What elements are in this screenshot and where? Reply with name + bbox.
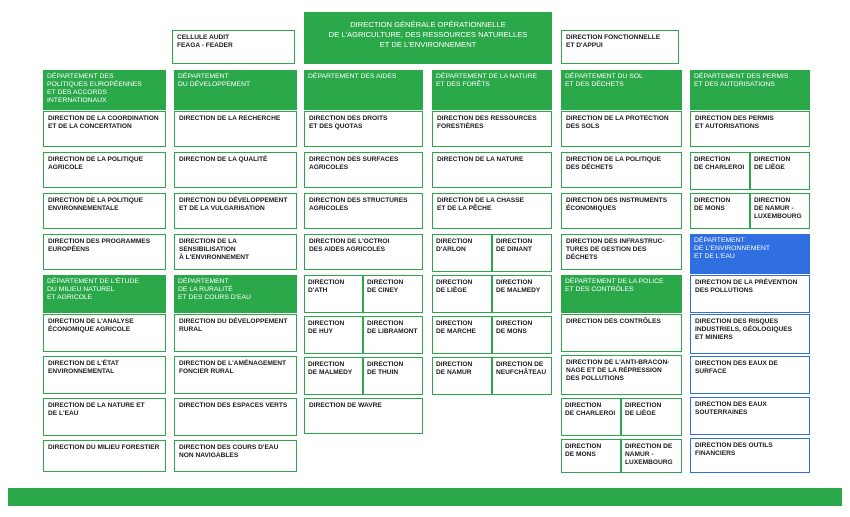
dir-developpement-vulgarisation: DIRECTION DU DÉVELOPPEMENT ET DE LA VULGARISATION bbox=[174, 193, 297, 229]
dept-nature-forets: DÉPARTEMENT DE LA NATURE ET DES FORÊTS bbox=[432, 70, 552, 110]
dir-chasse-peche: DIRECTION DE LA CHASSE ET DE LA PÊCHE bbox=[432, 193, 552, 229]
dir-risques-industriels: DIRECTION DES RISQUES INDUSTRIELS, GÉOLOGIQUES ET MINIERS bbox=[690, 314, 810, 354]
dir-malmedy-aides: DIRECTION DE MALMEDY bbox=[304, 357, 363, 395]
dir-structures-agricoles: DIRECTION DES STRUCTURES AGRICOLES bbox=[304, 193, 423, 229]
dir-surfaces-agricoles: DIRECTION DES SURFACES AGRICOLES bbox=[304, 152, 423, 188]
dept-aides: DÉPARTEMENT DES AIDES bbox=[304, 70, 423, 110]
dir-eaux-surface: DIRECTION DES EAUX DE SURFACE bbox=[690, 356, 810, 394]
dir-permis-autorisations: DIRECTION DES PERMIS ET AUTORISATIONS bbox=[690, 111, 810, 147]
dept-permis-autorisations: DÉPARTEMENT DES PERMIS ET DES AUTORISATIONS bbox=[690, 70, 810, 110]
dept-sol-dechets: DÉPARTEMENT DU SOL ET DES DÉCHETS bbox=[561, 70, 682, 110]
dir-nature-eau: DIRECTION DE LA NATURE ET DE L'EAU bbox=[43, 398, 166, 436]
dir-politique-dechets: DIRECTION DE LA POLITIQUE DES DÉCHETS bbox=[561, 152, 682, 188]
dir-politique-environnementale: DIRECTION DE LA POLITIQUE ENVIRONNEMENTALE bbox=[43, 193, 166, 229]
direction-fonctionnelle-box: DIRECTION FONCTIONNELLE ET D'APPUI bbox=[561, 30, 679, 64]
dir-liege-permis: DIRECTION DE LIÈGE bbox=[750, 152, 810, 190]
dir-programmes-europeens: DIRECTION DES PROGRAMMES EUROPÉENS bbox=[43, 234, 166, 270]
dir-neufchateau: DIRECTION DE NEUFCHÂTEAU bbox=[492, 357, 552, 395]
dir-nature: DIRECTION DE LA NATURE bbox=[432, 152, 552, 188]
dir-anti-braconnage: DIRECTION DE L'ANTI-BRACON- NAGE ET DE LA RÉPRESSION DES POLLUTIONS bbox=[561, 355, 682, 395]
dir-huy: DIRECTION DE HUY bbox=[304, 316, 363, 354]
dept-etude-milieu: DÉPARTEMENT DE L'ÉTUDE DU MILIEU NATUREL ET AGRICOLE bbox=[43, 275, 166, 313]
dir-mons-nature: DIRECTION DE MONS bbox=[492, 316, 552, 354]
dir-politique-agricole: DIRECTION DE LA POLITIQUE AGRICOLE bbox=[43, 152, 166, 188]
dir-ciney: DIRECTION DE CINEY bbox=[363, 275, 423, 313]
dir-namur-luxembourg-permis: DIRECTION DE NAMUR - LUXEMBOURG bbox=[750, 193, 810, 229]
dir-milieu-forestier: DIRECTION DU MILIEU FORESTIER bbox=[43, 440, 166, 472]
dir-infrastructures-dechets: DIRECTION DES INFRASTRUC- TURES DE GESTION DES DÉCHETS bbox=[561, 234, 682, 270]
dir-dinant: DIRECTION DE DINANT bbox=[492, 234, 552, 272]
dir-etat-environnemental: DIRECTION DE L'ÉTAT ENVIRONNEMENTAL bbox=[43, 356, 166, 394]
dir-namur-nature: DIRECTION DE NAMUR bbox=[432, 357, 492, 395]
cellule-audit-box: CELLULE AUDIT FEAGA - FEADER bbox=[172, 30, 295, 64]
dir-wavre: DIRECTION DE WAVRE bbox=[304, 398, 423, 434]
dir-charleroi-permis: DIRECTION DE CHARLEROI bbox=[690, 152, 750, 190]
dir-charleroi-police: DIRECTION DE CHARLEROI bbox=[561, 398, 621, 436]
dir-amenagement-foncier: DIRECTION DE L'AMÉNAGEMENT FONCIER RURAL bbox=[174, 356, 297, 394]
dir-instruments-economiques: DIRECTION DES INSTRUMENTS ÉCONOMIQUES bbox=[561, 193, 682, 229]
dir-ressources-forestieres: DIRECTION DES RESSOURCES FORESTIÈRES bbox=[432, 111, 552, 147]
dir-mons-permis: DIRECTION DE MONS bbox=[690, 193, 750, 229]
footer-band bbox=[8, 488, 842, 506]
dir-recherche: DIRECTION DE LA RECHERCHE bbox=[174, 111, 297, 147]
dir-namur-luxembourg-police: DIRECTION DE NAMUR - LUXEMBOURG bbox=[621, 439, 682, 473]
dept-police-controles: DÉPARTEMENT DE LA POLICE ET DES CONTRÔLES bbox=[561, 275, 682, 313]
dir-eaux-souterraines: DIRECTION DES EAUX SOUTERRAINES bbox=[690, 397, 810, 435]
dir-liege-police: DIRECTION DE LIÈGE bbox=[621, 398, 682, 436]
dir-qualite: DIRECTION DE LA QUALITÉ bbox=[174, 152, 297, 188]
dir-developpement-rural: DIRECTION DU DÉVELOPPEMENT RURAL bbox=[174, 314, 297, 352]
dir-ath: DIRECTION D'ATH bbox=[304, 275, 363, 313]
dir-controles: DIRECTION DES CONTRÔLES bbox=[561, 314, 682, 352]
dir-droits-quotas: DIRECTION DES DROITS ET DES QUOTAS bbox=[304, 111, 423, 147]
dir-mons-police: DIRECTION DE MONS bbox=[561, 439, 621, 473]
dir-malmedy-nature: DIRECTION DE MALMEDY bbox=[492, 275, 552, 313]
dir-marche: DIRECTION DE MARCHE bbox=[432, 316, 492, 354]
dir-sensibilisation: DIRECTION DE LA SENSIBILISATION À L'ENVIRONNEMENT bbox=[174, 234, 297, 270]
dir-cours-eau: DIRECTION DES COURS D'EAU NON NAVIGABLES bbox=[174, 440, 297, 472]
dir-thuin: DIRECTION DE THUIN bbox=[363, 357, 423, 395]
dir-prevention-pollutions: DIRECTION DE LA PRÉVENTION DES POLLUTIONS bbox=[690, 275, 810, 313]
dept-environnement-eau: DÉPARTEMENT DE L'ENVIRONNEMENT ET DE L'EAU bbox=[690, 234, 810, 274]
dir-libramont: DIRECTION DE LIBRAMONT bbox=[363, 316, 423, 354]
dir-liege-nature: DIRECTION DE LIÈGE bbox=[432, 275, 492, 313]
dir-coordination: DIRECTION DE LA COORDINATION ET DE LA CONCERTATION bbox=[43, 111, 166, 147]
dir-analyse-economique: DIRECTION DE L'ANALYSE ÉCONOMIQUE AGRICOLE bbox=[43, 314, 166, 352]
dept-ruralite: DÉPARTEMENT DE LA RURALITÉ ET DES COURS D'EAU bbox=[174, 275, 297, 313]
dir-outils-financiers: DIRECTION DES OUTILS FINANCIERS bbox=[690, 438, 810, 473]
dept-developpement: DÉPARTEMENT DU DÉVELOPPEMENT bbox=[174, 70, 297, 110]
dir-arlon: DIRECTION D'ARLON bbox=[432, 234, 492, 272]
dir-protection-sols: DIRECTION DE LA PROTECTION DES SOLS bbox=[561, 111, 682, 147]
dept-politiques-europeennes: DÉPARTEMENT DES POLITIQUES EUROPÉENNES ET DES ACCORDS INTERNATIONAUX bbox=[43, 70, 166, 110]
dir-octroi-aides: DIRECTION DE L'OCTROI DES AIDES AGRICOLES bbox=[304, 234, 423, 270]
direction-generale-box: DIRECTION GÉNÉRALE OPÉRATIONNELLE DE L'AGRICULTURE, DES RESSOURCES NATURELLES ET DE L'ENVIRONNEMENT bbox=[304, 12, 552, 64]
dir-espaces-verts: DIRECTION DES ESPACES VERTS bbox=[174, 398, 297, 436]
